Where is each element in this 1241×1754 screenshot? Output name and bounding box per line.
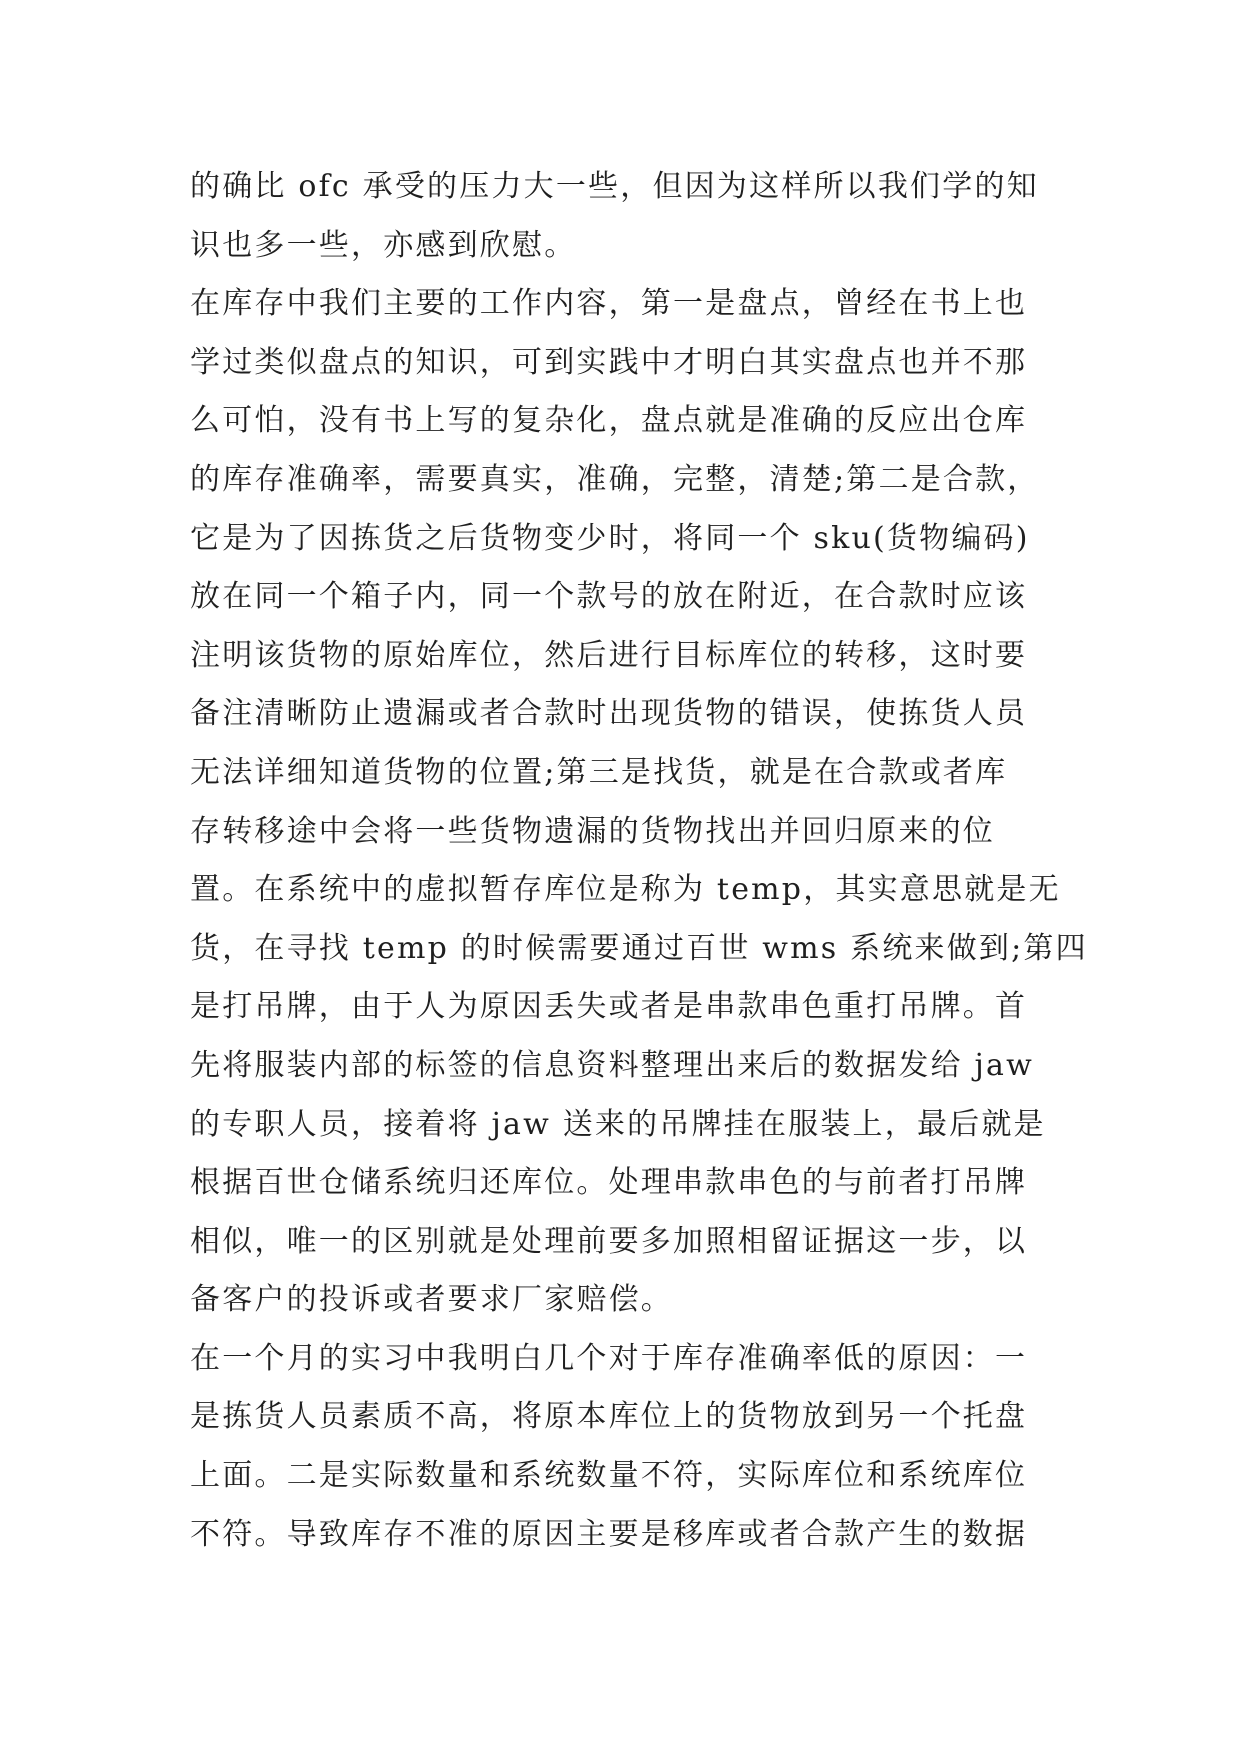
text-line: 注明该货物的原始库位，然后进行目标库位的转移，这时要 <box>190 637 1028 673</box>
text-line: 它是为了因拣货之后货物变少时，将同一个 sku(货物编码) <box>190 520 1030 556</box>
text-line: 不符。导致库存不准的原因主要是移库或者合款产生的数据 <box>190 1516 1028 1552</box>
text-line: 备注清晰防止遗漏或者合款时出现货物的错误，使拣货人员 <box>190 696 1028 732</box>
text-line: 是拣货人员素质不高，将原本库位上的货物放到另一个托盘 <box>190 1399 1028 1435</box>
text-line: 放在同一个箱子内，同一个款号的放在附近，在合款时应该 <box>190 579 1028 615</box>
text-line: 在库存中我们主要的工作内容，第一是盘点，曾经在书上也 <box>190 286 1028 322</box>
text-line: 上面。二是实际数量和系统数量不符，实际库位和系统库位 <box>190 1458 1028 1494</box>
text-line: 么可怕，没有书上写的复杂化，盘点就是准确的反应出仓库 <box>190 403 1028 439</box>
text-line: 相似，唯一的区别就是处理前要多加照相留证据这一步，以 <box>190 1223 1028 1259</box>
text-line: 备客户的投诉或者要求厂家赔偿。 <box>190 1282 673 1318</box>
text-line: 存转移途中会将一些货物遗漏的货物找出并回归原来的位 <box>190 813 995 849</box>
text-line: 在一个月的实习中我明白几个对于库存准确率低的原因：一 <box>190 1340 1028 1376</box>
text-line: 货，在寻找 temp 的时候需要通过百世 wms 系统来做到;第四 <box>190 930 1088 966</box>
text-line: 识也多一些，亦感到欣慰。 <box>190 227 577 263</box>
text-line: 置。在系统中的虚拟暂存库位是称为 temp，其实意思就是无 <box>190 872 1061 908</box>
body-text <box>190 158 1088 1564</box>
text-line: 的确比 ofc 承受的压力大一些，但因为这样所以我们学的知 <box>190 169 1039 204</box>
text-line: 先将服装内部的标签的信息资料整理出来后的数据发给 jaw <box>190 1047 1035 1083</box>
text-line: 是打吊牌，由于人为原因丢失或者是串款串色重打吊牌。首 <box>190 989 1028 1025</box>
text-line: 无法详细知道货物的位置;第三是找货，就是在合款或者库 <box>190 754 1008 790</box>
text-line: 的专职人员，接着将 jaw 送来的吊牌挂在服装上，最后就是 <box>190 1106 1046 1142</box>
text-line: 的库存准确率，需要真实，准确，完整，清楚;第二是合款， <box>190 461 1040 497</box>
text-line: 学过类似盘点的知识，可到实践中才明白其实盘点也并不那 <box>190 344 1028 380</box>
text-line: 根据百世仓储系统归还库位。处理串款串色的与前者打吊牌 <box>190 1165 1028 1201</box>
